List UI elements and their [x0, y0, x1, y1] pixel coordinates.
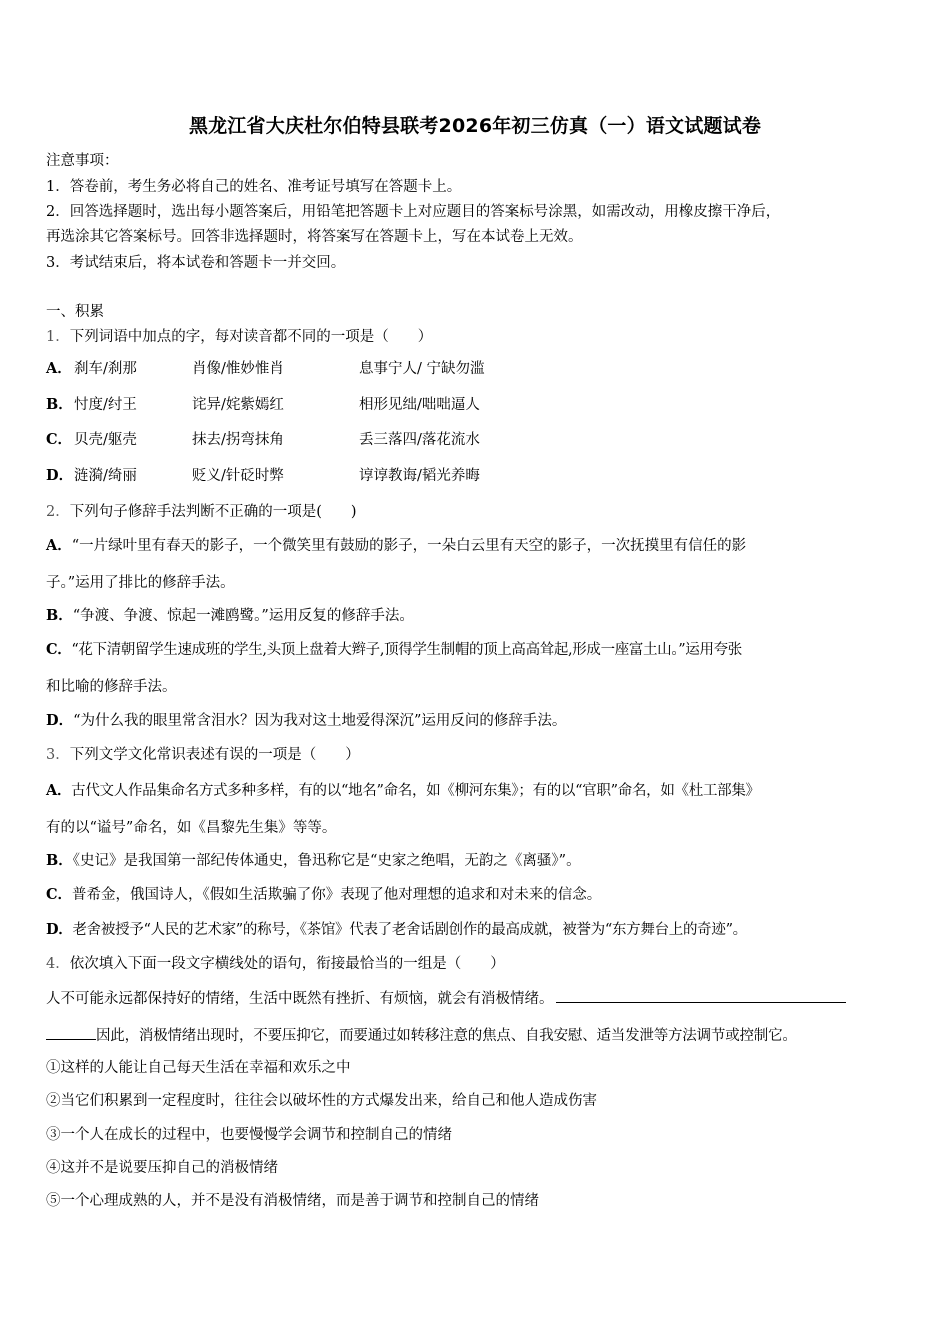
- q4-item: ①这样的人能让自己每天生活在幸福和欢乐之中: [46, 1060, 351, 1076]
- notice-item: 再选涂其它答案标号。回答非选择题时，将答案写在答题卡上，写在本试卷上无效。: [46, 229, 583, 245]
- answer-blank[interactable]: [46, 1025, 96, 1040]
- option-label: B．: [46, 396, 73, 413]
- option-text: 有的以“谥号”命名，如《昌黎先生集》等等。: [46, 820, 337, 836]
- option-label: B．: [46, 607, 73, 624]
- question-number: 2．: [46, 504, 70, 520]
- option-label: C．: [46, 886, 73, 903]
- option-word: 相形见绌/咄咄逼人: [359, 397, 480, 413]
- question-text: 下列句子修辞手法判断不正确的一项是( ): [69, 504, 357, 520]
- option-text: 老舍被授予“人民的艺术家”的称号，《茶馆》代表了老舍话剧创作的最高成就，被誉为“东方舞台上的奇迹”。: [72, 922, 747, 938]
- question-text: 依次填入下面一段文字横线处的语句，衔接最恰当的一组是（ ）: [69, 956, 505, 972]
- option-word: 忖度/纣王: [74, 397, 137, 413]
- option-word: 谆谆教诲/韬光养晦: [359, 468, 480, 484]
- q2-option-line: [46, 607, 414, 625]
- option-word: 肖像/惟妙惟肖: [192, 361, 284, 377]
- notice-item: 2．回答选择题时，选出每小题答案后，用铅笔把答题卡上对应题目的答案标号涂黑，如需改动，用橡皮擦干净后，: [46, 204, 781, 220]
- notice-item: 1．答卷前，考生务必将自己的姓名、准考证号填写在答题卡上。: [46, 179, 462, 195]
- question-2-stem: [46, 503, 357, 521]
- option-text: 子。”运用了排比的修辞手法。: [46, 575, 235, 591]
- notice-heading: 注意事项：: [46, 153, 119, 169]
- option-text: “争渡、争渡、惊起一滩鸥鹭。”运用反复的修辞手法。: [72, 608, 414, 624]
- question-number: 4．: [46, 956, 70, 972]
- notice-item: 3．考试结束后，将本试卷和答题卡一并交回。: [46, 255, 346, 271]
- answer-blank[interactable]: [556, 988, 846, 1003]
- q3-option-line: [46, 886, 601, 904]
- option-text: “花下清朝留学生速成班的学生,头顶上盘着大辫子,顶得学生制帽的顶上高高耸起,形成一座富土山。”运用夸张: [71, 642, 742, 658]
- q4-item: ②当它们积累到一定程度时，往往会以破坏性的方式爆发出来，给自己和他人造成伤害: [46, 1093, 597, 1109]
- option-word: 贬义/针砭时弊: [192, 468, 284, 484]
- option-label: C．: [46, 431, 73, 448]
- q3-option-line: [46, 921, 747, 939]
- option-label: D．: [46, 712, 74, 729]
- option-label: B．: [46, 852, 73, 869]
- q2-option-line: [46, 678, 177, 696]
- q3-option-line: [46, 819, 336, 837]
- question-number: 1．: [46, 329, 70, 345]
- question-text: 下列词语中加点的字，每对读音都不同的一项是（ ）: [69, 329, 433, 345]
- page-title: 黑龙江省大庆杜尔伯特县联考2026年初三仿真（一）语文试题试卷: [188, 115, 762, 137]
- option-word: 诧异/姹紫嫣红: [192, 397, 284, 413]
- option-label: D．: [46, 921, 73, 938]
- option-text: 古代文人作品集命名方式多种多样，有的以“地名”命名，如《柳河东集》；有的以“官职”命名，如《杜工部集》: [71, 783, 760, 799]
- option-text: “为什么我的眼里常含泪水？因为我对这土地爱得深沉”运用反问的修辞手法。: [73, 713, 567, 729]
- q4-passage-line: [46, 988, 846, 1008]
- option-label: A．: [46, 537, 72, 554]
- option-label: C．: [46, 641, 72, 658]
- q4-item: ④这并不是说要压抑自己的消极情绪: [46, 1160, 278, 1176]
- option-label: A．: [46, 360, 72, 377]
- option-text: 普希金，俄国诗人，《假如生活欺骗了你》表现了他对理想的追求和对未来的信念。: [72, 887, 602, 903]
- q4-item: ③一个人在成长的过程中，也要慢慢学会调节和控制自己的情绪: [46, 1127, 452, 1143]
- q2-option-line: [46, 574, 235, 592]
- option-text: 《史记》是我国第一部纪传体通史，鲁迅称它是“史家之绝唱，无韵之《离骚》”。: [72, 853, 581, 869]
- option-word: 息事宁人/ 宁缺勿滥: [359, 361, 485, 377]
- option-label: A．: [46, 782, 72, 799]
- question-3-stem: [46, 746, 360, 764]
- q2-option-line: [46, 712, 566, 730]
- option-label: D．: [46, 467, 74, 484]
- question-4-stem: [46, 955, 505, 973]
- question-number: 3．: [46, 747, 70, 763]
- option-word: 刹车/刹那: [74, 361, 137, 377]
- section-heading: 一、积累: [46, 304, 104, 320]
- q4-item: ⑤一个心理成熟的人，并不是没有消极情绪，而是善于调节和控制自己的情绪: [46, 1193, 539, 1209]
- option-text: “一片绿叶里有春天的影子，一个微笑里有鼓励的影子，一朵白云里有天空的影子，一次抚摸里有信任的影: [71, 538, 747, 554]
- q2-option-line: [46, 537, 746, 555]
- passage-text: 人不可能永远都保持好的情绪，生活中既然有挫折、有烦恼，就会有消极情绪。: [46, 991, 554, 1007]
- q4-passage-line: [46, 1025, 797, 1045]
- question-text: 下列文学文化常识表述有误的一项是（ ）: [69, 747, 360, 763]
- passage-text: 因此，消极情绪出现时，不要压抑它，而要通过如转移注意的焦点、自我安慰、适当发泄等方法调节或控制它。: [96, 1028, 797, 1044]
- option-word: 丢三落四/落花流水: [359, 432, 480, 448]
- option-text: 和比喻的修辞手法。: [46, 679, 177, 695]
- option-word: 涟漪/绮丽: [74, 468, 137, 484]
- q3-option-line: [46, 782, 760, 800]
- q3-option-line: [46, 852, 581, 870]
- question-1-stem: [46, 328, 432, 346]
- option-word: 抹去/拐弯抹角: [192, 432, 284, 448]
- q2-option-line: [46, 641, 742, 659]
- option-word: 贝壳/躯壳: [74, 432, 137, 448]
